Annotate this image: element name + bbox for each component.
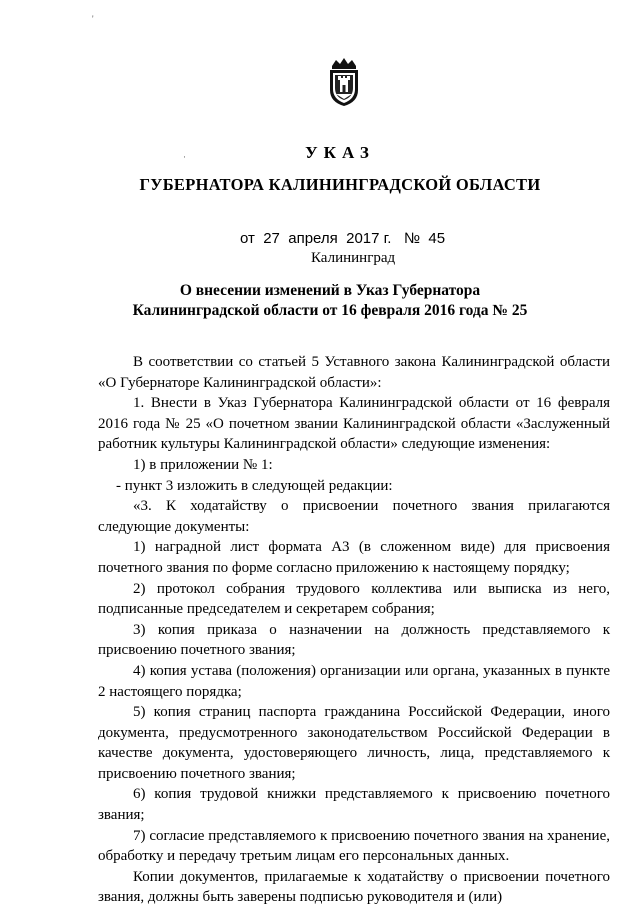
paragraph: 1. Внести в Указ Губернатора Калининградской области от 16 февраля 2016 года № 25 «О почетном звании Калининградской области «Заслуженный работник культуры Калининградской области» следующие изменения: [98, 395, 610, 453]
paragraph: «3. К ходатайству о присвоении почетного звания прилагаются следующие документы: [98, 498, 610, 535]
scan-mark: ' [92, 14, 94, 24]
paragraph: - пункт 3 изложить в следующей редакции: [116, 477, 393, 494]
paragraph: 1) наградной лист формата А3 (в сложенном виде) для присвоения почетного звания по форме согласно приложению к настоящему порядку; [98, 539, 610, 576]
paragraph: Копии документов, прилагаемые к ходатайству о присвоении почетного звания, должны быть заверены подписью руководителя и (или) [98, 868, 610, 906]
scan-mark: · [183, 152, 186, 162]
paragraph: 6) копия трудовой книжки представляемого к присвоению почетного звания; [98, 786, 610, 824]
paragraph: 1) в приложении № 1: [133, 456, 273, 473]
decree-body [98, 352, 610, 908]
decree-city: Калининград [311, 250, 396, 266]
decree-subject-line-1: О внесении изменений в Указ Губернатора [179, 282, 481, 299]
paragraph: 4) копия устава (положения) организации или органа, указанных в пункте 2 настоящего порядка; [98, 662, 610, 700]
coat-of-arms-emblem [324, 56, 364, 108]
paragraph: 5) копия страниц паспорта гражданина Российской Федерации, иного документа, предусмотренного законодательством Российской Федерации в качестве документа, удостоверяющего личность, лица, представляемого к присвоению почетного звания; [98, 704, 610, 782]
paragraph: 2) протокол собрания трудового коллектива или выписка из него, подписанные председателем и секретарем собрания; [98, 580, 610, 618]
paragraph: 3) копия приказа о назначении на должность представляемого к присвоению почетного звания; [98, 621, 610, 659]
decree-title: УКАЗ [305, 143, 375, 162]
decree-date-number: от 27 апреля 2017 г. № 45 [240, 230, 446, 247]
paragraph: В соответствии со статьей 5 Уставного закона Калининградской области «О Губернаторе Калининградской области»: [98, 354, 610, 391]
issuer-title: ГУБЕРНАТОРА КАЛИНИНГРАДСКОЙ ОБЛАСТИ [139, 175, 541, 194]
paragraph: 7) согласие представляемого к присвоению почетного звания на хранение, обработку и передачу третьим лицам его персональных данных. [98, 827, 610, 865]
decree-subject-line-2: Калининградской области от 16 февраля 2016 года № 25 [132, 302, 528, 319]
